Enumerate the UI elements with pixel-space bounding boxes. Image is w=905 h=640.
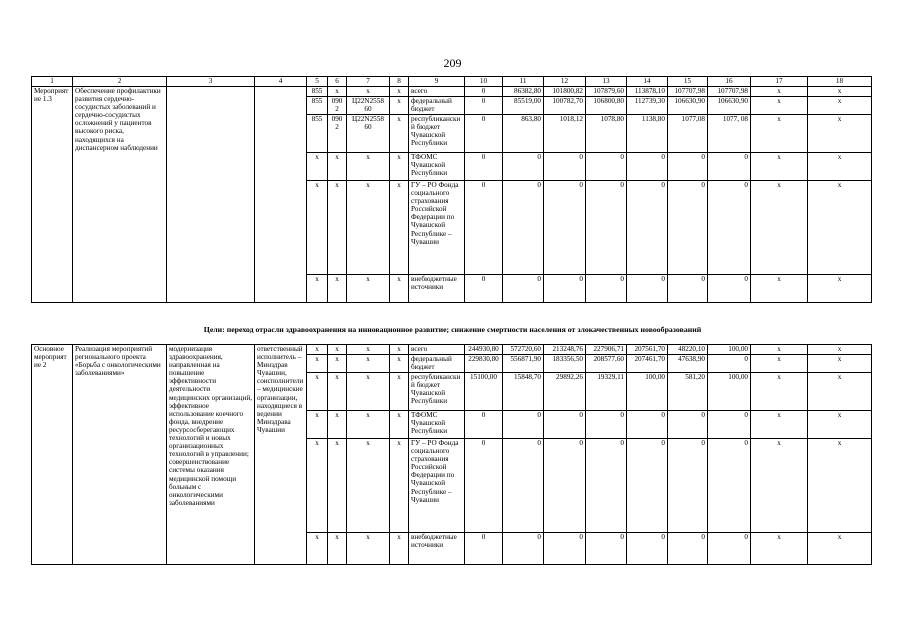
table-cell: 113878,10 (627, 87, 668, 97)
table-cell: x (751, 439, 808, 533)
table-cell: x (328, 355, 347, 373)
table-cell: x (751, 153, 808, 181)
table-cell: 0 (503, 411, 544, 439)
table-cell: 1077,08 (668, 115, 708, 153)
table-cell: 1138,80 (627, 115, 668, 153)
table-cell: 0 (668, 181, 708, 275)
table-cell: 15848,70 (503, 373, 544, 411)
block2-col2: Реализация мероприятий регионального проекта «Борьба с онкологическими заболеваниями» (73, 345, 167, 565)
table-cell: 0 (586, 533, 627, 565)
table-cell: 107879,60 (586, 87, 627, 97)
table-cell: 855 (307, 97, 328, 115)
table-cell: 213248,76 (544, 345, 586, 355)
table-cell: ГУ – РО Фонда социального страхования Российской Федерации по Чувашской Республике – Чувашии (409, 439, 465, 533)
table-cell: 0 (627, 439, 668, 533)
table-cell: 0902 (328, 97, 347, 115)
table-cell: 0 (627, 533, 668, 565)
table-cell: x (751, 181, 808, 275)
table-cell: ТФОМС Чувашской Республики (409, 153, 465, 181)
block2-body (32, 345, 872, 565)
table-cell: 29892,26 (544, 373, 586, 411)
table-cell: 0 (544, 439, 586, 533)
table-cell: внебюджетные источники (409, 533, 465, 565)
table-cell: 100,00 (708, 345, 751, 355)
table-cell: x (307, 355, 328, 373)
header-cell: 12 (544, 77, 586, 87)
table-cell: 0 (708, 153, 751, 181)
table-cell: внебюджетные источники (409, 275, 465, 303)
header-cell: 17 (751, 77, 808, 87)
table-cell: 0 (544, 533, 586, 565)
table-cell: 244930,80 (465, 345, 503, 355)
table-cell: 0 (586, 153, 627, 181)
table-cell: 19329,11 (586, 373, 627, 411)
table-cell: x (808, 355, 872, 373)
table-cell: 0 (465, 533, 503, 565)
block1-col4 (255, 87, 307, 303)
table-cell: 0 (465, 275, 503, 303)
table-cell: ТФОМС Чувашской Республики (409, 411, 465, 439)
table-cell: x (307, 153, 328, 181)
block1-col2: Обеспечение профилактики развития сердечно-сосудистых заболеваний и сердечно-сосудистых осложнений у пациентов высокого риска, находящихся на диспансерном наблюдении (73, 87, 167, 303)
table-cell: x (347, 355, 390, 373)
header-cell: 11 (503, 77, 544, 87)
table-cell: 0 (586, 439, 627, 533)
table-cell: 0 (544, 275, 586, 303)
table-cell: 556871,90 (503, 355, 544, 373)
table-cell: 207461,70 (627, 355, 668, 373)
table-cell: 47638,90 (668, 355, 708, 373)
table-cell: 572720,60 (503, 345, 544, 355)
table-cell: x (751, 373, 808, 411)
table-cell: 208577,60 (586, 355, 627, 373)
table-cell: x (751, 97, 808, 115)
table-cell: x (808, 373, 872, 411)
table-cell: x (808, 153, 872, 181)
table-cell: x (751, 355, 808, 373)
header-cell: 14 (627, 77, 668, 87)
table-cell: 855 (307, 87, 328, 97)
table-cell: 0 (668, 411, 708, 439)
table-cell: 229830,80 (465, 355, 503, 373)
header-cell: 2 (73, 77, 167, 87)
table-cell: 85519,00 (503, 97, 544, 115)
table-cell: 112739,30 (627, 97, 668, 115)
table-cell: 0 (586, 411, 627, 439)
table-cell: x (328, 87, 347, 97)
table-cell: x (751, 115, 808, 153)
table-cell: x (328, 411, 347, 439)
table-cell: 1078,80 (586, 115, 627, 153)
table-cell: 581,20 (668, 373, 708, 411)
table-row (32, 345, 872, 355)
table-cell: 0 (586, 275, 627, 303)
table-cell: 0 (544, 411, 586, 439)
table-cell: 107707,98 (668, 87, 708, 97)
header-cell: 13 (586, 77, 627, 87)
page-number: 209 (443, 56, 462, 70)
header-cell: 4 (255, 77, 307, 87)
table-cell: x (328, 275, 347, 303)
table-cell: x (390, 355, 409, 373)
program-table-part-2 (31, 344, 872, 565)
table-cell: x (390, 115, 409, 153)
table-cell: 0 (668, 533, 708, 565)
table-cell: x (347, 533, 390, 565)
table-cell: 0 (503, 275, 544, 303)
block1-col3 (167, 87, 255, 303)
table-cell: x (328, 153, 347, 181)
table-cell: x (347, 275, 390, 303)
table-cell: x (307, 439, 328, 533)
table-cell: 0 (465, 411, 503, 439)
table-cell: x (808, 533, 872, 565)
table-cell: x (347, 439, 390, 533)
table-cell: x (808, 345, 872, 355)
table-cell: x (307, 373, 328, 411)
header-cell: 16 (708, 77, 751, 87)
table-cell: x (390, 411, 409, 439)
table-cell: x (808, 439, 872, 533)
table-cell: 1018,12 (544, 115, 586, 153)
table-cell: 0 (544, 181, 586, 275)
goal-heading: Цели: переход отрасли здравоохранения на инновационное развитие; снижение смертности населения от злокачественных новообразований (203, 325, 702, 334)
block1-col1: Мероприятие 1.3 (32, 87, 73, 303)
table-cell: x (307, 181, 328, 275)
table-cell: x (307, 275, 328, 303)
table-cell: x (751, 411, 808, 439)
header-cell: 3 (167, 77, 255, 87)
table-cell: 0 (708, 355, 751, 373)
table-cell: 0 (708, 439, 751, 533)
table-cell: x (751, 345, 808, 355)
block2-col3: модернизация здравоохранения, направленная на повышение эффективности деятельности медицинских организаций, эффективное использование коечного фонда, внедрение ресурсосберегающих технологий и новых организационных технологий в управлении; совершенствование системы оказания медицинской помощи больным с онкологическими заболеваниями (167, 345, 255, 565)
table-cell: 0 (465, 439, 503, 533)
table-cell: республиканский бюджет Чувашской Республики (409, 115, 465, 153)
table-cell: федеральный бюджет (409, 97, 465, 115)
header-cell: 1 (32, 77, 73, 87)
table-cell: 101800,82 (544, 87, 586, 97)
header-cell: 8 (390, 77, 409, 87)
table-cell: x (328, 345, 347, 355)
table-cell: 0 (668, 439, 708, 533)
block2-col4: ответственный исполнитель – Минздрав Чувашии, соисполнители – медицинские организации, находящиеся в ведении Минздрава Чувашии (255, 345, 307, 565)
table-cell: 0 (627, 153, 668, 181)
table-cell: 0 (503, 439, 544, 533)
table-cell: 106800,80 (586, 97, 627, 115)
table-cell: 855 (307, 115, 328, 153)
table-cell: x (808, 87, 872, 97)
table-cell: x (307, 411, 328, 439)
table-cell: x (390, 373, 409, 411)
table-cell: 0 (668, 153, 708, 181)
table-row (32, 87, 872, 97)
header-cell: 10 (465, 77, 503, 87)
table-cell: республиканский бюджет Чувашской Республики (409, 373, 465, 411)
table-cell: x (347, 411, 390, 439)
table-cell: 100782,70 (544, 97, 586, 115)
table-cell: 863,80 (503, 115, 544, 153)
table-cell: x (328, 533, 347, 565)
table-cell: 0 (586, 181, 627, 275)
table-cell: 0 (708, 275, 751, 303)
table-cell: x (390, 97, 409, 115)
table-cell: Ц22N2558 60 (347, 97, 390, 115)
table-cell: 183356,50 (544, 355, 586, 373)
table-cell: 227906,71 (586, 345, 627, 355)
table-cell: x (808, 411, 872, 439)
block1-body (32, 87, 872, 303)
table-cell: x (347, 345, 390, 355)
table-cell: 100,00 (708, 373, 751, 411)
table-cell: x (808, 275, 872, 303)
table-cell: x (808, 97, 872, 115)
table-cell: 0 (627, 181, 668, 275)
table-cell: 0 (708, 181, 751, 275)
table-cell: x (390, 181, 409, 275)
table-cell: x (328, 181, 347, 275)
header-cell: 5 (307, 77, 328, 87)
header-cell: 7 (347, 77, 390, 87)
table-cell: x (390, 153, 409, 181)
table-cell: x (328, 439, 347, 533)
header-cell: 6 (328, 77, 347, 87)
table-cell: 106630,90 (708, 97, 751, 115)
table-cell: x (347, 87, 390, 97)
table-cell: x (328, 373, 347, 411)
table-cell: 0 (465, 87, 503, 97)
table-cell: 100,00 (627, 373, 668, 411)
table-cell: x (751, 87, 808, 97)
table-cell: 106630,90 (668, 97, 708, 115)
table-cell: x (390, 439, 409, 533)
table-cell: 0 (708, 533, 751, 565)
table-cell: x (390, 275, 409, 303)
block2-col1: Основное мероприятие 2 (32, 345, 73, 565)
table-cell: ГУ – РО Фонда социального страхования Российской Федерации по Чувашской Республике – Чувашии (409, 181, 465, 275)
table-cell: 86382,80 (503, 87, 544, 97)
table-cell: 48220,10 (668, 345, 708, 355)
table-cell: 207561,70 (627, 345, 668, 355)
header-cell: 15 (668, 77, 708, 87)
table-cell: x (751, 533, 808, 565)
table-cell: 0 (708, 411, 751, 439)
table-cell: x (307, 533, 328, 565)
table-cell: 0 (465, 181, 503, 275)
table-cell: 1077, 08 (708, 115, 751, 153)
table-cell: 0 (465, 97, 503, 115)
table-cell: 0 (503, 153, 544, 181)
header-row (32, 77, 872, 87)
table-cell: x (347, 181, 390, 275)
table-cell: x (808, 115, 872, 153)
header-cell: 9 (409, 77, 465, 87)
table-cell: x (751, 275, 808, 303)
table-cell: 0 (668, 275, 708, 303)
table-cell: x (347, 373, 390, 411)
table-cell: 107707,98 (708, 87, 751, 97)
table-cell: 0 (503, 181, 544, 275)
table-cell: 15100,00 (465, 373, 503, 411)
table-cell: x (307, 345, 328, 355)
table-cell: 0 (465, 115, 503, 153)
table-cell: 0 (465, 153, 503, 181)
table-cell: x (390, 345, 409, 355)
table-cell: x (347, 153, 390, 181)
program-table-part-1 (31, 76, 872, 303)
header-cell: 18 (808, 77, 872, 87)
table-cell: x (390, 87, 409, 97)
table-cell: 0 (503, 533, 544, 565)
table-cell: федеральный бюджет (409, 355, 465, 373)
table-cell: x (390, 533, 409, 565)
table-cell: 0 (627, 275, 668, 303)
table-cell: всего (409, 87, 465, 97)
table-cell: Ц22N2558 60 (347, 115, 390, 153)
table-cell: x (808, 181, 872, 275)
table-cell: всего (409, 345, 465, 355)
table-cell: 0 (544, 153, 586, 181)
table-cell: 0902 (328, 115, 347, 153)
table-cell: 0 (627, 411, 668, 439)
